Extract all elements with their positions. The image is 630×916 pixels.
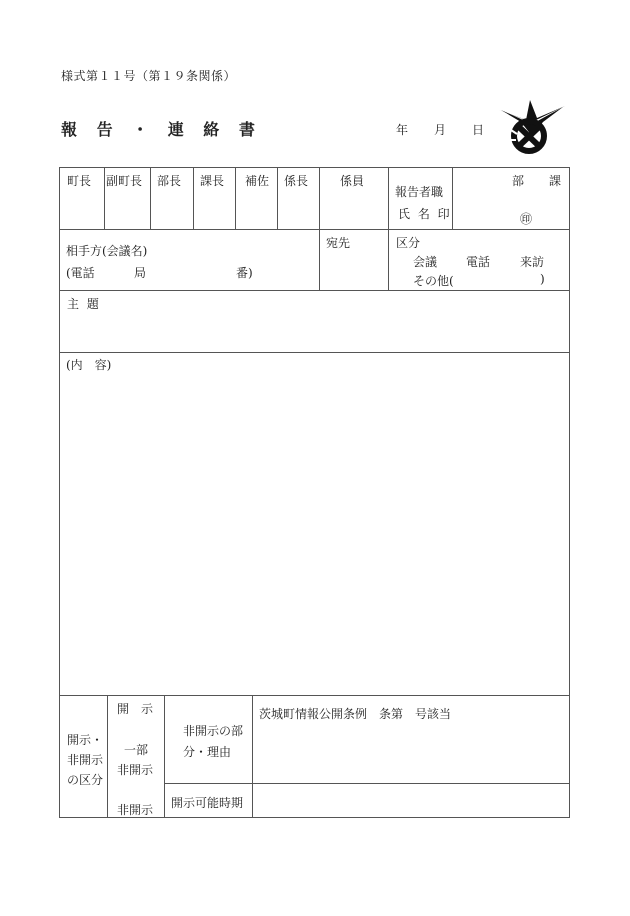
- date-month-label: 月: [434, 123, 447, 137]
- date-year-label: 年: [396, 123, 409, 137]
- town-emblem-icon: [499, 100, 565, 155]
- stamp-assistant[interactable]: 補佐: [245, 174, 270, 188]
- option-partial-2[interactable]: 非開示: [117, 763, 154, 777]
- table-border-top: [59, 167, 570, 168]
- table-border-right: [569, 167, 570, 818]
- row-divider: [59, 352, 570, 353]
- reason-label-2: 分・理由: [183, 745, 232, 759]
- col-divider: [150, 167, 151, 229]
- category-label: 区分: [396, 236, 421, 250]
- disclosure-label-1: 開示・: [67, 733, 104, 747]
- reporter-label: 報告者職: [395, 185, 444, 199]
- phone-bureau: 局: [134, 266, 147, 280]
- content-label: (内 容): [66, 358, 112, 372]
- row-divider: [164, 783, 570, 784]
- reporter-name-label: 氏 名 印: [398, 207, 452, 221]
- reporter-dept-label: 部: [512, 174, 525, 188]
- category-other-open[interactable]: その他(: [413, 274, 454, 288]
- stamp-unit-chief[interactable]: 係長: [284, 174, 309, 188]
- phone-open: (電話: [66, 266, 95, 280]
- col-divider: [164, 695, 165, 817]
- phone-number-close: 番): [236, 266, 253, 280]
- counterpart-label: 相手方(会議名): [66, 244, 148, 258]
- option-disclose[interactable]: 開 示: [117, 702, 154, 716]
- stamp-director[interactable]: 部長: [157, 174, 182, 188]
- period-label: 開示可能時期: [171, 796, 244, 810]
- category-phone[interactable]: 電話: [466, 255, 491, 269]
- row-divider: [59, 695, 570, 696]
- reason-label-1: 非開示の部: [183, 724, 244, 738]
- col-divider: [235, 167, 236, 229]
- seal-mark: ㊞: [520, 212, 533, 226]
- option-nondisclose[interactable]: 非開示: [117, 803, 154, 817]
- document-title: 報 告 ・ 連 絡 書: [61, 120, 262, 139]
- stamp-staff[interactable]: 係員: [340, 174, 365, 188]
- col-divider: [252, 695, 253, 817]
- col-divider: [319, 167, 320, 290]
- category-visit[interactable]: 来訪: [520, 255, 545, 269]
- stamp-deputy-mayor[interactable]: 副町長: [106, 174, 143, 188]
- subject-label: 主 題: [67, 297, 101, 311]
- col-divider: [104, 167, 105, 229]
- stamp-section-chief[interactable]: 課長: [200, 174, 225, 188]
- disclosure-label-2: 非開示: [67, 753, 104, 767]
- col-divider: [107, 695, 108, 817]
- reporter-section-label: 課: [549, 174, 562, 188]
- stamp-mayor[interactable]: 町長: [67, 174, 92, 188]
- reason-value[interactable]: 茨城町情報公開条例 条第 号該当: [259, 707, 452, 721]
- col-divider: [388, 167, 389, 290]
- category-meeting[interactable]: 会議: [413, 255, 438, 269]
- row-divider: [59, 229, 570, 230]
- col-divider: [452, 167, 453, 229]
- form-code: 様式第１１号（第１９条関係）: [61, 69, 237, 83]
- category-other-close: ): [540, 272, 545, 286]
- table-border-left: [59, 167, 60, 818]
- row-divider: [59, 290, 570, 291]
- date-day-label: 日: [472, 123, 485, 137]
- col-divider: [193, 167, 194, 229]
- col-divider: [277, 167, 278, 229]
- disclosure-label-3: の区分: [67, 773, 104, 787]
- option-partial-1[interactable]: 一部: [124, 743, 149, 757]
- addressee-label: 宛先: [326, 236, 351, 250]
